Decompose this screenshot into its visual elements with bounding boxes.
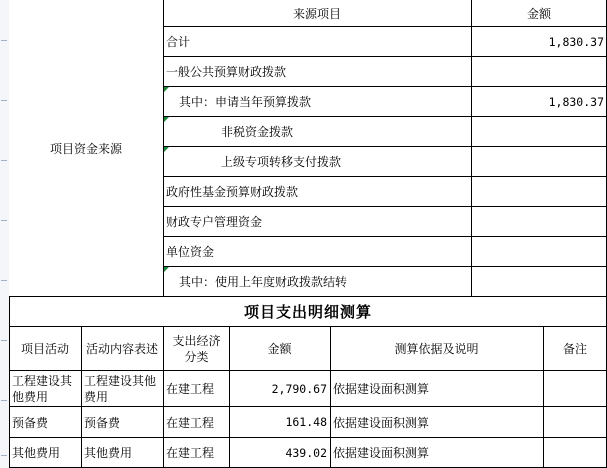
- row-amount-unit-funds: [471, 237, 607, 266]
- col-header-note: 备注: [562, 342, 587, 356]
- table-row-activity: 预备费: [12, 415, 49, 430]
- edge-tick: [1, 400, 7, 401]
- header-source-item: 来源项目: [292, 6, 341, 21]
- col-header-amount: 金额: [267, 342, 292, 356]
- col-header-activity: 项目活动: [20, 342, 69, 356]
- table-row-category: 在建工程: [166, 446, 215, 460]
- edge-tick: [1, 455, 7, 456]
- table-row-amount: 439.02: [285, 445, 327, 460]
- col-header-basis: 测算依据及说明: [394, 342, 479, 356]
- row-label-non-tax: 非税资金拨款: [221, 125, 294, 139]
- table-row-note: [543, 407, 607, 437]
- edge-tick: [1, 280, 7, 281]
- row-label-carryover: 其中：使用上年度财政拨款结转: [179, 275, 348, 289]
- table-row-category: 在建工程: [166, 415, 215, 430]
- table-row-content: 其他费用: [84, 446, 133, 460]
- table-row-content: 工程建设其他费用: [84, 373, 157, 404]
- table-row-content: 预备费: [84, 415, 121, 430]
- table-row-note: [543, 371, 607, 406]
- header-amount: 金额: [526, 6, 551, 21]
- row-label-current-year: 其中：申请当年预算拨款: [179, 95, 312, 109]
- row-label-general-budget: 一般公共预算财政拨款: [166, 65, 287, 79]
- row-amount-fund-budget: [471, 177, 607, 206]
- row-amount-transfer: [471, 147, 607, 176]
- edge-tick: [1, 220, 7, 221]
- col-header-category: 支出经济分类: [172, 333, 221, 364]
- row-label-special-account: 财政专户管理资金: [166, 215, 263, 229]
- row-label-total: 合计: [166, 35, 191, 49]
- table-row-amount: 161.48: [285, 415, 327, 429]
- row-label-fund-budget: 政府性基金预算财政拨款: [166, 185, 299, 199]
- table-row-note: [543, 438, 607, 467]
- row-amount-current-year: 1,830.37: [548, 94, 604, 109]
- table-row-basis: 依据建设面积测算: [333, 415, 430, 430]
- detail-table-title: 项目支出明细测算: [243, 303, 372, 321]
- edge-tick: [1, 340, 7, 341]
- row-amount-special-account: [471, 207, 607, 236]
- table-row-activity: 工程建设其他费用: [12, 373, 73, 404]
- table-row-amount: 2,790.67: [271, 381, 327, 396]
- table-row-activity: 其他费用: [12, 446, 61, 460]
- edge-tick: [1, 160, 7, 161]
- row-amount-non-tax: [471, 117, 607, 146]
- row-label-unit-funds: 单位资金: [166, 245, 215, 259]
- table-row-basis: 依据建设面积测算: [333, 382, 430, 396]
- sheet-left-edge: [0, 0, 9, 468]
- row-amount-total: 1,830.37: [548, 34, 604, 49]
- row-label-transfer: 上级专项转移支付拨款: [221, 155, 342, 169]
- section-label-funding-source: 项目资金来源: [49, 141, 122, 156]
- edge-tick: [1, 40, 7, 41]
- table-row-basis: 依据建设面积测算: [333, 446, 430, 460]
- col-header-content: 活动内容表述: [85, 341, 158, 356]
- edge-tick: [1, 100, 7, 101]
- row-amount-general-budget: [471, 57, 607, 86]
- table-row-category: 在建工程: [166, 382, 215, 396]
- row-amount-carryover: [471, 267, 607, 296]
